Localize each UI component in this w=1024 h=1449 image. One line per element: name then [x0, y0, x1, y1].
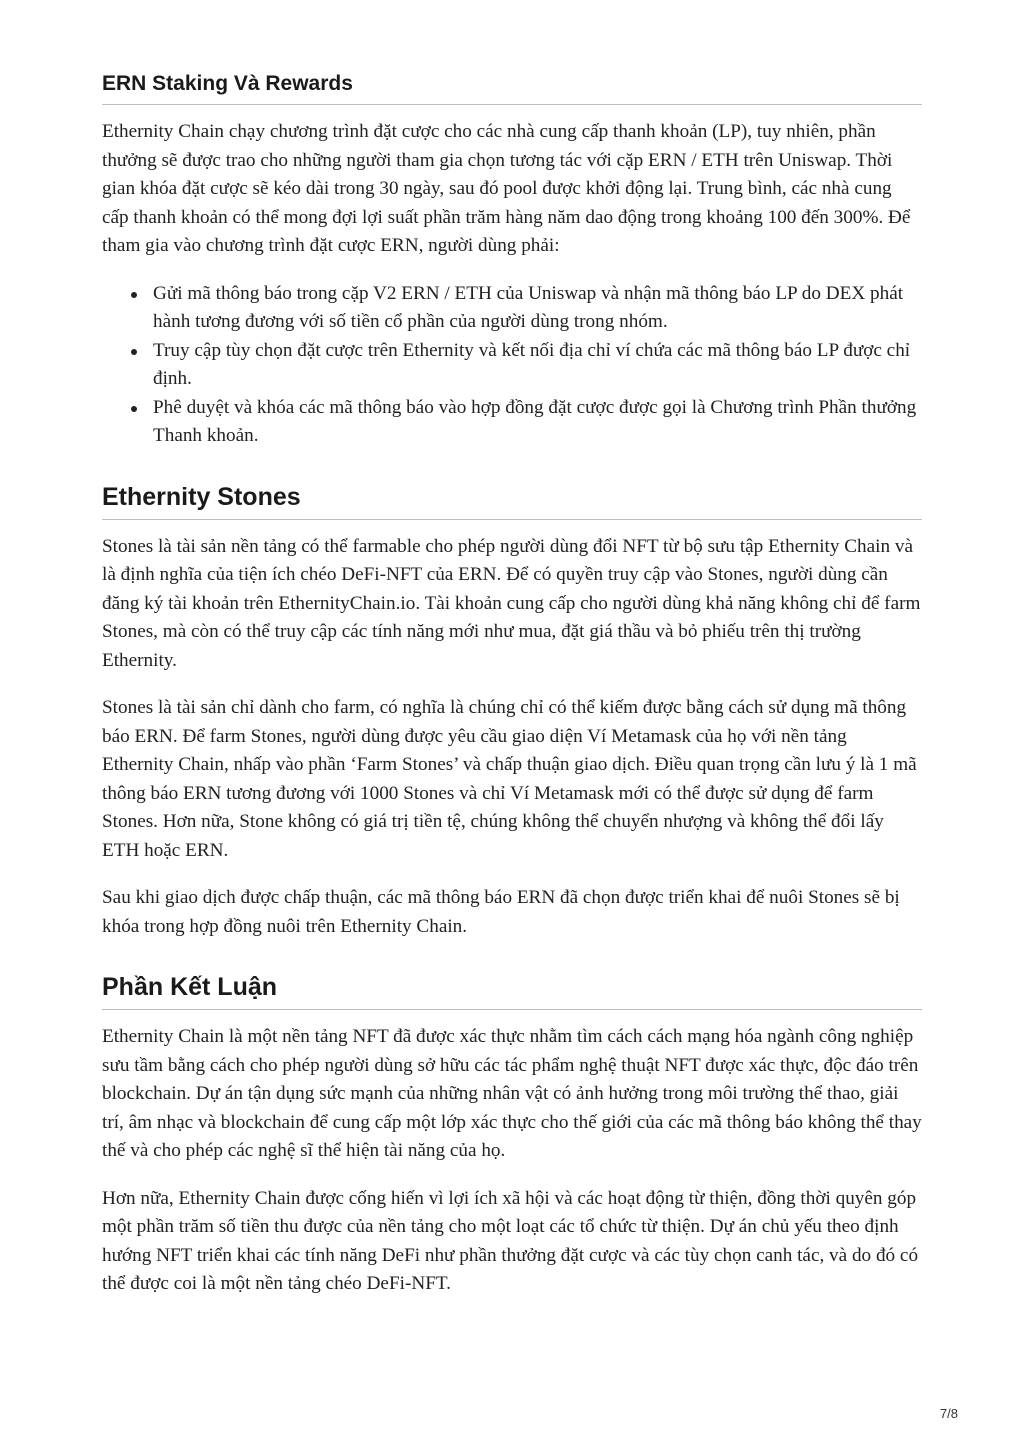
list-item-text: Gửi mã thông báo trong cặp V2 ERN / ETH của Uniswap và nhận mã thông báo LP do DEX phát hành tương đương với số tiền cổ phần của người dùng trong nhóm.	[153, 282, 904, 332]
bullet-icon	[131, 349, 137, 355]
bullet-icon	[131, 406, 137, 412]
paragraph: Sau khi giao dịch được chấp thuận, các mã thông báo ERN đã chọn được triển khai để nuôi Stones sẽ bị khóa trong hợp đồng nuôi trên Ethernity Chain.	[102, 887, 900, 937]
bullet-icon	[131, 292, 137, 298]
list-item	[153, 280, 922, 337]
section-heading-ethernity-stones: Ethernity Stones	[102, 481, 922, 520]
list-item-text: Truy cập tùy chọn đặt cược trên Ethernity và kết nối địa chỉ ví chứa các mã thông báo LP được chỉ định.	[153, 339, 911, 389]
paragraph: Stones là tài sản nền tảng có thể farmable cho phép người dùng đổi NFT từ bộ sưu tập Ethernity Chain và là định nghĩa của tiện ích chéo DeFi-NFT của ERN. Để có quyền truy cập vào Stones, người dùng cần đăng ký tài khoản trên EthernityChain.io. Tài khoản cung cấp cho người dùng khả năng không chỉ để farm Stones, mà còn có thể truy cập các tính năng mới như mua, đặt giá thầu và bỏ phiếu trên thị trường Ethernity.	[102, 535, 921, 671]
paragraph: Stones là tài sản chỉ dành cho farm, có nghĩa là chúng chỉ có thể kiếm được bằng cách sử dụng mã thông báo ERN. Để farm Stones, người dùng được yêu cầu giao diện Ví Metamask của họ với nền tảng Ethernity Chain, nhấp vào phần ‘Farm Stones’ và chấp thuận giao dịch. Điều quan trọng cần lưu ý là 1 mã thông báo ERN tương đương với 1000 Stones và chỉ Ví Metamask mới có thể được sử dụng để farm Stones. Hơn nữa, Stone không có giá trị tiền tệ, chúng không thể chuyển nhượng và không thể đổi lấy ETH hoặc ERN.	[102, 697, 917, 861]
section-heading-conclusion: Phần Kết Luận	[102, 971, 922, 1010]
article-content	[102, 70, 922, 1299]
list-item	[153, 394, 922, 451]
paragraph: Ethernity Chain chạy chương trình đặt cược cho các nhà cung cấp thanh khoản (LP), tuy nhiên, phần thưởng sẽ được trao cho những người tham gia chọn tương tác với cặp ERN / ETH trên Uniswap. Thời gian khóa đặt cược sẽ kéo dài trong 30 ngày, sau đó pool được khởi động lại. Trung bình, các nhà cung cấp thanh khoản có thể mong đợi lợi suất phần trăm hàng năm dao động trong khoảng 100 đến 300%. Để tham gia vào chương trình đặt cược ERN, người dùng phải:	[102, 121, 911, 256]
list-item-text: Phê duyệt và khóa các mã thông báo vào hợp đồng đặt cược được gọi là Chương trình Phần thưởng Thanh khoản.	[153, 396, 917, 446]
paragraph: Hơn nữa, Ethernity Chain được cống hiến vì lợi ích xã hội và các hoạt động từ thiện, đồng thời quyên góp một phần trăm số tiền thu được của nền tảng cho một loạt các tổ chức từ thiện. Dự án chủ yếu theo định hướng NFT triển khai các tính năng DeFi như phần thưởng đặt cược và các tùy chọn canh tác, và do đó có thể được coi là một nền tảng chéo DeFi-NFT.	[102, 1187, 919, 1294]
section-heading-ern-staking: ERN Staking Và Rewards	[102, 70, 922, 105]
page-number: 7/8	[939, 1406, 958, 1421]
paragraph: Ethernity Chain là một nền tảng NFT đã được xác thực nhằm tìm cách cách mạng hóa ngành công nghiệp sưu tầm bằng cách cho phép người dùng sở hữu các tác phẩm nghệ thuật NFT được xác thực, độc đáo trên blockchain. Dự án tận dụng sức mạnh của những nhân vật có ảnh hưởng trong môi trường thể thao, giải trí, âm nhạc và blockchain để cung cấp một lớp xác thực cho thế giới của các mã thông báo không thể thay thế và cho phép các nghệ sĩ thể hiện tài năng của họ.	[102, 1026, 922, 1161]
bullet-list	[102, 280, 922, 451]
list-item	[153, 337, 922, 394]
